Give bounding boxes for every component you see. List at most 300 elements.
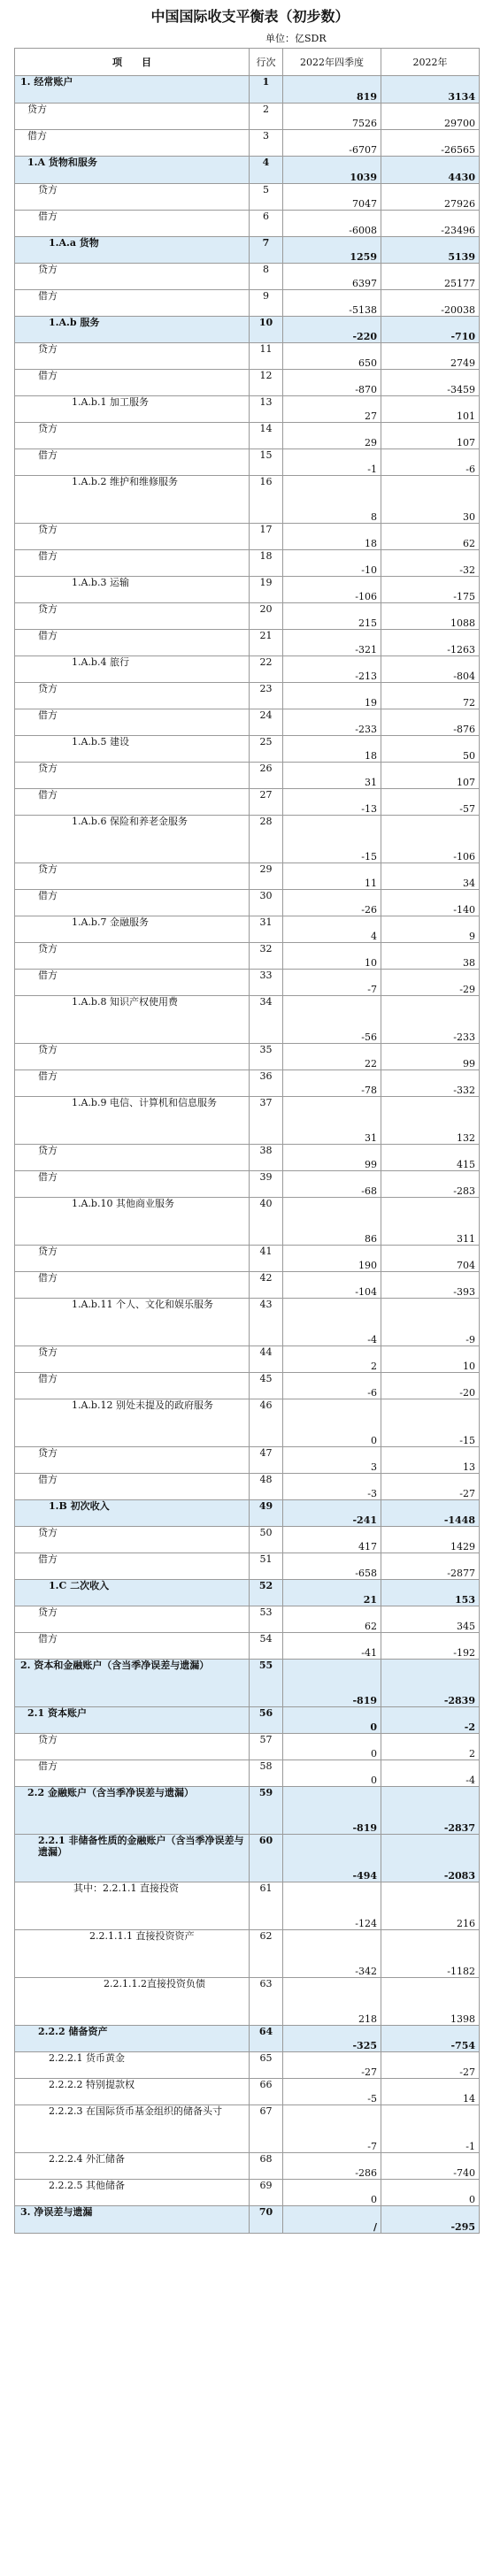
row-year-value: 153	[381, 1580, 480, 1606]
row-line-number: 61	[250, 1882, 283, 1930]
row-label: 贷方	[15, 943, 250, 970]
row-label: 2.2.2.4 外汇储备	[15, 2153, 250, 2180]
row-year-value: 13	[381, 1447, 480, 1474]
row-label: 1.A.b 服务	[15, 317, 250, 343]
page-title: 中国国际收支平衡表（初步数）	[150, 8, 350, 25]
row-line-number: 23	[250, 683, 283, 709]
row-label: 贷方	[15, 683, 250, 709]
row-year-value: 216	[381, 1882, 480, 1930]
header-quarter: 2022年四季度	[283, 49, 381, 76]
row-year-value: 132	[381, 1097, 480, 1145]
row-line-number: 60	[250, 1835, 283, 1882]
row-line-number: 30	[250, 890, 283, 916]
row-label: 1.B 初次收入	[15, 1500, 250, 1527]
row-line-number: 64	[250, 2026, 283, 2052]
row-line-number: 45	[250, 1373, 283, 1399]
row-year-value: -192	[381, 1633, 480, 1660]
row-label: 1.A.b.4 旅行	[15, 656, 250, 683]
row-label: 贷方	[15, 1527, 250, 1553]
row-quarter-value: 19	[283, 683, 381, 709]
row-line-number: 48	[250, 1474, 283, 1500]
row-year-value: 99	[381, 1044, 480, 1070]
row-line-number: 67	[250, 2105, 283, 2153]
row-line-number: 56	[250, 1707, 283, 1734]
row-label: 1.A.b.7 金融服务	[15, 916, 250, 943]
row-quarter-value: -78	[283, 1070, 381, 1097]
row-label: 借方	[15, 789, 250, 816]
row-quarter-value: -220	[283, 317, 381, 343]
row-line-number: 12	[250, 370, 283, 396]
row-line-number: 27	[250, 789, 283, 816]
table-row	[15, 1299, 480, 1346]
row-year-value: 0	[381, 2180, 480, 2206]
row-label: 2.2.1 非储备性质的金融账户（含当季净误差与遗漏）	[15, 1835, 250, 1882]
table-row	[15, 1707, 480, 1734]
row-year-value: 9	[381, 916, 480, 943]
row-line-number: 22	[250, 656, 283, 683]
row-label: 借方	[15, 290, 250, 317]
table-row	[15, 130, 480, 157]
row-line-number: 70	[250, 2206, 283, 2234]
row-line-number: 38	[250, 1145, 283, 1171]
row-line-number: 42	[250, 1272, 283, 1299]
row-quarter-value: -6	[283, 1373, 381, 1399]
row-year-value: 30	[381, 476, 480, 524]
row-label: 1.C 二次收入	[15, 1580, 250, 1606]
row-line-number: 43	[250, 1299, 283, 1346]
row-line-number: 49	[250, 1500, 283, 1527]
row-year-value: -233	[381, 996, 480, 1044]
row-label: 1.A.b.6 保险和养老金服务	[15, 816, 250, 863]
row-line-number: 35	[250, 1044, 283, 1070]
row-quarter-value: -10	[283, 550, 381, 577]
table-row	[15, 237, 480, 264]
row-year-value: -9	[381, 1299, 480, 1346]
row-label: 贷方	[15, 763, 250, 789]
row-label: 1.A.b.12 别处未提及的政府服务	[15, 1399, 250, 1447]
row-quarter-value: 31	[283, 763, 381, 789]
row-label: 贷方	[15, 603, 250, 630]
row-year-value: 29700	[381, 104, 480, 130]
table-row	[15, 1171, 480, 1198]
row-quarter-value: 1039	[283, 157, 381, 184]
row-quarter-value: 18	[283, 524, 381, 550]
row-label: 借方	[15, 630, 250, 656]
row-label: 贷方	[15, 524, 250, 550]
row-quarter-value: -819	[283, 1660, 381, 1707]
row-label: 借方	[15, 890, 250, 916]
table-row	[15, 550, 480, 577]
row-label: 借方	[15, 1760, 250, 1787]
row-line-number: 40	[250, 1198, 283, 1246]
table-row	[15, 603, 480, 630]
row-label: 1.A.b.1 加工服务	[15, 396, 250, 423]
row-label: 贷方	[15, 184, 250, 211]
row-label: 2. 资本和金融账户（含当季净误差与遗漏）	[15, 1660, 250, 1707]
row-quarter-value: -241	[283, 1500, 381, 1527]
table-row	[15, 423, 480, 449]
row-quarter-value: -13	[283, 789, 381, 816]
row-label: 2.2.2.2 特别提款权	[15, 2079, 250, 2105]
table-row	[15, 2052, 480, 2079]
header-line: 行次	[250, 49, 283, 76]
row-year-value: -1	[381, 2105, 480, 2153]
row-line-number: 52	[250, 1580, 283, 1606]
row-year-value: -140	[381, 890, 480, 916]
row-year-value: -295	[381, 2206, 480, 2234]
row-label: 贷方	[15, 1346, 250, 1373]
row-quarter-value: 21	[283, 1580, 381, 1606]
row-label: 2.2.2.1 货币黄金	[15, 2052, 250, 2079]
row-label: 1.A.b.2 维护和维修服务	[15, 476, 250, 524]
row-line-number: 39	[250, 1171, 283, 1198]
row-line-number: 11	[250, 343, 283, 370]
row-line-number: 66	[250, 2079, 283, 2105]
row-quarter-value: -41	[283, 1633, 381, 1660]
table-row	[15, 1198, 480, 1246]
table-row	[15, 1044, 480, 1070]
row-year-value: 34	[381, 863, 480, 890]
table-row	[15, 683, 480, 709]
row-label: 借方	[15, 709, 250, 736]
row-quarter-value: 0	[283, 1760, 381, 1787]
balance-of-payments-table	[14, 48, 480, 2234]
row-quarter-value: -6707	[283, 130, 381, 157]
row-label: 贷方	[15, 423, 250, 449]
row-label: 借方	[15, 1474, 250, 1500]
row-quarter-value: 22	[283, 1044, 381, 1070]
row-year-value: -20038	[381, 290, 480, 317]
table-row	[15, 157, 480, 184]
row-line-number: 20	[250, 603, 283, 630]
row-year-value: -106	[381, 816, 480, 863]
table-row	[15, 1606, 480, 1633]
table-body	[15, 76, 480, 2234]
table-row	[15, 996, 480, 1044]
row-line-number: 3	[250, 130, 283, 157]
row-quarter-value: -658	[283, 1553, 381, 1580]
table-row	[15, 890, 480, 916]
row-quarter-value: 27	[283, 396, 381, 423]
row-label: 借方	[15, 1171, 250, 1198]
row-quarter-value: 62	[283, 1606, 381, 1633]
table-row	[15, 1553, 480, 1580]
row-quarter-value: /	[283, 2206, 381, 2234]
row-line-number: 63	[250, 1978, 283, 2026]
row-quarter-value: -325	[283, 2026, 381, 2052]
row-quarter-value: -213	[283, 656, 381, 683]
row-year-value: -2839	[381, 1660, 480, 1707]
row-year-value: 704	[381, 1246, 480, 1272]
row-quarter-value: -5138	[283, 290, 381, 317]
row-year-value: -29	[381, 970, 480, 996]
table-row	[15, 2180, 480, 2206]
row-line-number: 1	[250, 76, 283, 104]
row-year-value: -876	[381, 709, 480, 736]
row-quarter-value: -342	[283, 1930, 381, 1978]
row-line-number: 28	[250, 816, 283, 863]
row-year-value: -283	[381, 1171, 480, 1198]
row-quarter-value: 1259	[283, 237, 381, 264]
row-label: 贷方	[15, 343, 250, 370]
row-line-number: 18	[250, 550, 283, 577]
table-row	[15, 916, 480, 943]
row-quarter-value: 3	[283, 1447, 381, 1474]
row-year-value: 50	[381, 736, 480, 763]
table-row	[15, 863, 480, 890]
table-row	[15, 1500, 480, 1527]
row-line-number: 29	[250, 863, 283, 890]
row-year-value: 1088	[381, 603, 480, 630]
row-line-number: 55	[250, 1660, 283, 1707]
row-quarter-value: 7526	[283, 104, 381, 130]
row-line-number: 26	[250, 763, 283, 789]
row-quarter-value: 29	[283, 423, 381, 449]
row-line-number: 57	[250, 1734, 283, 1760]
row-year-value: -2083	[381, 1835, 480, 1882]
row-label: 1.A.b.9 电信、计算机和信息服务	[15, 1097, 250, 1145]
row-line-number: 7	[250, 237, 283, 264]
row-line-number: 41	[250, 1246, 283, 1272]
table-row	[15, 816, 480, 863]
row-line-number: 59	[250, 1787, 283, 1835]
row-year-value: 107	[381, 763, 480, 789]
unit-label: 单位：亿SDR	[265, 33, 327, 44]
row-year-value: -804	[381, 656, 480, 683]
row-year-value: -23496	[381, 211, 480, 237]
table-row	[15, 370, 480, 396]
table-row	[15, 317, 480, 343]
row-line-number: 53	[250, 1606, 283, 1633]
header-year: 2022年	[381, 49, 480, 76]
row-quarter-value: 11	[283, 863, 381, 890]
row-quarter-value: -5	[283, 2079, 381, 2105]
row-year-value: -27	[381, 1474, 480, 1500]
table-row	[15, 2153, 480, 2180]
row-line-number: 16	[250, 476, 283, 524]
row-line-number: 14	[250, 423, 283, 449]
row-year-value: 4430	[381, 157, 480, 184]
table-row	[15, 1145, 480, 1171]
table-row	[15, 736, 480, 763]
row-quarter-value: 31	[283, 1097, 381, 1145]
row-year-value: 27926	[381, 184, 480, 211]
row-label: 3. 净误差与遗漏	[15, 2206, 250, 2234]
table-row	[15, 2079, 480, 2105]
row-year-value: -2877	[381, 1553, 480, 1580]
table-row	[15, 524, 480, 550]
row-year-value: 62	[381, 524, 480, 550]
table-row	[15, 1580, 480, 1606]
row-label: 1.A.b.10 其他商业服务	[15, 1198, 250, 1246]
row-label: 1.A.b.8 知识产权使用费	[15, 996, 250, 1044]
table-row	[15, 1978, 480, 2026]
row-quarter-value: 417	[283, 1527, 381, 1553]
row-label: 借方	[15, 550, 250, 577]
row-year-value: 2749	[381, 343, 480, 370]
row-quarter-value: -124	[283, 1882, 381, 1930]
row-line-number: 13	[250, 396, 283, 423]
table-row	[15, 184, 480, 211]
table-row	[15, 264, 480, 290]
row-quarter-value: -494	[283, 1835, 381, 1882]
row-label: 1.A.a 货物	[15, 237, 250, 264]
row-label: 贷方	[15, 1246, 250, 1272]
table-row	[15, 76, 480, 104]
row-label: 借方	[15, 1373, 250, 1399]
row-label: 2.2.1.1.2直接投资负债	[15, 1978, 250, 2026]
row-year-value: -15	[381, 1399, 480, 1447]
row-year-value: -175	[381, 577, 480, 603]
table-row	[15, 630, 480, 656]
row-quarter-value: -15	[283, 816, 381, 863]
row-quarter-value: -321	[283, 630, 381, 656]
row-line-number: 34	[250, 996, 283, 1044]
table-row	[15, 104, 480, 130]
row-line-number: 21	[250, 630, 283, 656]
row-line-number: 50	[250, 1527, 283, 1553]
row-quarter-value: 190	[283, 1246, 381, 1272]
row-year-value: 3134	[381, 76, 480, 104]
row-line-number: 9	[250, 290, 283, 317]
row-label: 贷方	[15, 1044, 250, 1070]
row-label: 1.A 货物和服务	[15, 157, 250, 184]
row-quarter-value: 0	[283, 1734, 381, 1760]
row-year-value: -27	[381, 2052, 480, 2079]
row-line-number: 44	[250, 1346, 283, 1373]
row-year-value: -1182	[381, 1930, 480, 1978]
table-row	[15, 943, 480, 970]
table-row	[15, 1633, 480, 1660]
row-quarter-value: -819	[283, 1787, 381, 1835]
row-year-value: 1398	[381, 1978, 480, 2026]
table-row	[15, 763, 480, 789]
row-line-number: 51	[250, 1553, 283, 1580]
row-year-value: 345	[381, 1606, 480, 1633]
row-label: 贷方	[15, 1734, 250, 1760]
table-row	[15, 1070, 480, 1097]
row-line-number: 25	[250, 736, 283, 763]
row-label: 1.A.b.3 运输	[15, 577, 250, 603]
row-year-value: 10	[381, 1346, 480, 1373]
row-quarter-value: -4	[283, 1299, 381, 1346]
table-row	[15, 449, 480, 476]
row-year-value: -2837	[381, 1787, 480, 1835]
table-row	[15, 1373, 480, 1399]
row-quarter-value: -7	[283, 970, 381, 996]
row-quarter-value: 650	[283, 343, 381, 370]
table-row	[15, 2026, 480, 2052]
row-label: 2.1 资本账户	[15, 1707, 250, 1734]
row-year-value: 5139	[381, 237, 480, 264]
table-row	[15, 1474, 480, 1500]
row-line-number: 17	[250, 524, 283, 550]
row-label: 贷方	[15, 264, 250, 290]
table-row	[15, 1760, 480, 1787]
row-year-value: 14	[381, 2079, 480, 2105]
table-row	[15, 2206, 480, 2234]
header-item: 项 目	[15, 49, 250, 76]
row-label: 借方	[15, 449, 250, 476]
table-row	[15, 476, 480, 524]
row-label: 2.2.2 储备资产	[15, 2026, 250, 2052]
row-quarter-value: -56	[283, 996, 381, 1044]
row-quarter-value: -27	[283, 2052, 381, 2079]
row-year-value: 1429	[381, 1527, 480, 1553]
table-row	[15, 1447, 480, 1474]
row-label: 借方	[15, 1553, 250, 1580]
row-quarter-value: -6008	[283, 211, 381, 237]
table-row	[15, 1882, 480, 1930]
row-year-value: -57	[381, 789, 480, 816]
row-quarter-value: 10	[283, 943, 381, 970]
row-line-number: 6	[250, 211, 283, 237]
row-label: 1.A.b.11 个人、文化和娱乐服务	[15, 1299, 250, 1346]
row-quarter-value: 6397	[283, 264, 381, 290]
row-label: 1. 经常账户	[15, 76, 250, 104]
row-line-number: 15	[250, 449, 283, 476]
row-label: 贷方	[15, 1447, 250, 1474]
row-line-number: 5	[250, 184, 283, 211]
row-quarter-value: 0	[283, 1707, 381, 1734]
row-quarter-value: -7	[283, 2105, 381, 2153]
row-year-value: -32	[381, 550, 480, 577]
row-year-value: 415	[381, 1145, 480, 1171]
table-row	[15, 1787, 480, 1835]
row-label: 借方	[15, 370, 250, 396]
row-year-value: 38	[381, 943, 480, 970]
table-row	[15, 1734, 480, 1760]
row-quarter-value: -68	[283, 1171, 381, 1198]
row-label: 借方	[15, 970, 250, 996]
row-year-value: 101	[381, 396, 480, 423]
row-label: 贷方	[15, 1145, 250, 1171]
row-label: 贷方	[15, 1606, 250, 1633]
table-row	[15, 1660, 480, 1707]
row-quarter-value: -26	[283, 890, 381, 916]
row-quarter-value: -870	[283, 370, 381, 396]
row-line-number: 31	[250, 916, 283, 943]
table-row	[15, 970, 480, 996]
row-label: 1.A.b.5 建设	[15, 736, 250, 763]
row-quarter-value: 2	[283, 1346, 381, 1373]
table-row	[15, 789, 480, 816]
row-label: 2.2 金融账户（含当季净误差与遗漏）	[15, 1787, 250, 1835]
row-line-number: 32	[250, 943, 283, 970]
row-label: 借方	[15, 211, 250, 237]
row-label: 2.2.2.3 在国际货币基金组织的储备头寸	[15, 2105, 250, 2153]
row-line-number: 69	[250, 2180, 283, 2206]
row-year-value: 72	[381, 683, 480, 709]
row-year-value: 25177	[381, 264, 480, 290]
row-year-value: -393	[381, 1272, 480, 1299]
row-year-value: -740	[381, 2153, 480, 2180]
row-label: 借方	[15, 130, 250, 157]
row-year-value: -3459	[381, 370, 480, 396]
row-line-number: 68	[250, 2153, 283, 2180]
table-row	[15, 1246, 480, 1272]
row-quarter-value: -286	[283, 2153, 381, 2180]
table-row	[15, 211, 480, 237]
row-line-number: 10	[250, 317, 283, 343]
row-quarter-value: 0	[283, 1399, 381, 1447]
row-year-value: -332	[381, 1070, 480, 1097]
table-row	[15, 1930, 480, 1978]
row-line-number: 36	[250, 1070, 283, 1097]
row-quarter-value: 0	[283, 2180, 381, 2206]
row-line-number: 8	[250, 264, 283, 290]
row-quarter-value: -106	[283, 577, 381, 603]
